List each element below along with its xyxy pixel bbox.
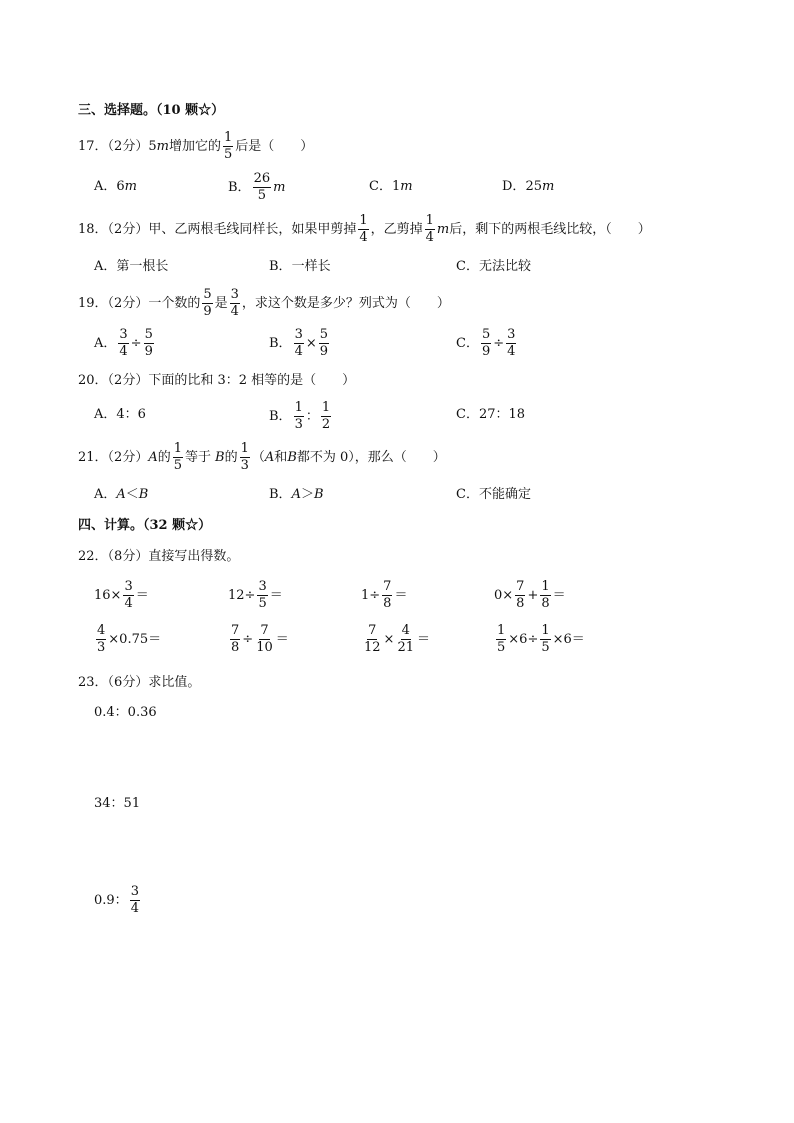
expression-7 [361,624,430,654]
option-label: D． [502,179,526,194]
fraction [294,401,304,431]
expr-text: 12÷ [228,587,256,603]
fraction [540,580,550,610]
variable-b: B [313,487,324,502]
option-value: 25 [525,179,542,194]
numerator: 7 [383,579,392,594]
fraction [363,624,382,654]
denominator: 4 [130,900,139,916]
numerator: 5 [319,327,329,342]
unit-m: m [124,179,137,194]
numerator: 1 [359,213,368,228]
denominator: 8 [231,639,240,655]
denominator: 9 [144,343,153,359]
numerator: 3 [294,327,303,342]
question-21 [78,442,446,472]
question-text: 的 [157,449,171,465]
question-17 [78,131,313,161]
question-number: 22．（8分） [78,549,149,564]
numerator: 1 [240,441,249,456]
operator: ： [305,408,319,424]
equals-sign: ＝ [552,587,566,603]
denominator: 4 [294,343,303,359]
denominator: 10 [256,639,273,655]
numerator: 3 [230,287,239,302]
question-18 [78,214,651,244]
expr-text: ×6÷ [508,631,539,647]
operator: × [305,335,317,351]
question-20 [78,374,355,387]
operator: ＜ [125,487,139,502]
equals-sign: ＝ [275,631,289,647]
unit-m: m [400,179,413,194]
operator: ＞ [300,487,314,502]
fraction [540,624,550,654]
option-label: A． [94,259,117,274]
numerator: 5 [203,287,212,302]
question-23 [78,676,200,689]
fraction [240,442,250,472]
question-text: 下面的比和 3：2 相等的是（ ） [148,373,356,388]
question-text: 直接写出得数。 [148,549,240,564]
option-21-a[interactable] [94,488,148,501]
option-label: B． [269,259,292,274]
option-label: C． [456,407,479,422]
fraction [319,328,329,358]
option-label: A． [94,487,117,502]
ratio-2: 34：51 [94,796,141,811]
variable-b: B [287,449,297,465]
option-label: C． [456,259,479,274]
numerator: 4 [401,623,410,638]
option-17-c[interactable] [369,180,413,193]
question-number: 20．（2分） [78,373,149,388]
fraction [118,328,128,358]
question-text: 增加它的 [168,138,221,154]
fraction [396,624,415,654]
numerator: 1 [321,400,331,415]
fraction [506,328,516,358]
ratio-1: 0.4：0.36 [94,705,157,720]
option-18-c[interactable] [456,260,531,273]
unit-m: m [541,179,555,194]
expr-text: ×6＝ [552,631,585,647]
fraction [257,580,267,610]
denominator: 4 [425,229,434,245]
numerator: 3 [130,884,139,899]
denominator: 4 [124,595,133,611]
numerator: 1 [294,400,303,415]
numerator: 7 [231,623,240,638]
option-label: C． [369,179,392,194]
numerator: 3 [119,327,128,342]
option-label: A． [94,179,117,194]
denominator: 9 [481,343,491,359]
question-text: 的 [224,449,238,465]
numerator: 1 [425,213,434,228]
fraction [425,214,435,244]
fraction [202,288,212,318]
section-title-choice: 三、选择题。（10 颗☆） [78,103,225,118]
denominator: 8 [516,595,525,611]
question-number: 21．（2分） [78,449,149,465]
operator: ÷ [130,335,142,351]
operator: + [527,587,539,603]
fraction [358,214,368,244]
unit-m: m [156,138,169,154]
variable-a: A [264,449,275,465]
question-text: 和 [274,449,288,465]
numerator: 7 [368,623,377,638]
option-text: 一样长 [291,259,331,274]
denominator: 5 [497,639,506,655]
question-text: ，乙剪掉 [370,221,423,237]
option-label: C． [456,335,479,351]
denominator: 8 [541,595,550,611]
option-text: 27：18 [478,407,526,422]
expression-2 [228,580,283,610]
expression-4 [494,580,566,610]
question-text: 后是（ ） [235,138,314,154]
option-20-c[interactable] [456,408,525,421]
expr-text: 1÷ [361,587,381,603]
numerator: 1 [497,623,506,638]
denominator: 5 [223,146,233,162]
equals-sign: ＝ [135,587,149,603]
numerator: 4 [97,623,106,638]
variable-a: A [291,487,301,502]
expression-1 [94,580,149,610]
variable-a: A [116,487,126,502]
denominator: 12 [364,639,381,655]
option-label: B． [269,335,292,351]
fraction [294,328,304,358]
denominator: 4 [119,343,128,359]
option-18-b[interactable] [269,260,331,273]
numerator: 3 [258,579,267,594]
option-17-a[interactable] [94,180,137,193]
option-label: C． [456,487,479,502]
option-label: A． [94,407,117,422]
question-text: 是 [214,295,228,311]
question-text: 求比值。 [148,675,201,690]
option-17-b[interactable] [228,172,285,202]
option-text: 无法比较 [478,259,531,274]
fraction [230,288,240,318]
question-text: 都不为 0），那么（ ） [296,449,446,465]
numerator: 1 [541,579,550,594]
numerator: 7 [516,579,525,594]
equals-sign: ＝ [269,587,283,603]
question-number: 18．（2分） [78,221,149,237]
fraction [223,131,233,161]
equals-sign: ＝ [417,631,431,647]
unit-m: m [436,221,450,237]
operator: ÷ [493,335,505,351]
fraction [96,624,106,654]
option-20-b[interactable] [269,401,333,431]
option-17-d[interactable] [502,180,554,193]
ratio-text: 0.9： [94,892,128,908]
option-21-c[interactable] [456,488,531,501]
numerator: 1 [173,441,183,456]
fraction [382,580,392,610]
fraction [253,172,272,202]
section-title-calculation: 四、计算。（32 颗☆） [78,518,212,533]
numerator: 1 [541,623,550,638]
fraction [496,624,506,654]
denominator: 2 [321,416,331,432]
variable-b: B [138,487,149,502]
variable-b: B [215,449,225,465]
denominator: 9 [203,303,212,319]
question-text: （ [251,449,265,465]
denominator: 8 [383,595,392,611]
expr-text: 16× [94,587,122,603]
denominator: 5 [541,639,550,655]
fraction [481,328,491,358]
question-text: 一个数的 [148,295,201,311]
option-label: B． [269,487,292,502]
question-text: 后，剩下的两根毛线比较，（ ） [449,221,651,237]
denominator: 5 [258,595,267,611]
option-20-a[interactable] [94,408,146,421]
option-label: B． [228,179,251,195]
question-22 [78,550,239,563]
denominator: 4 [230,303,239,319]
ratio-3 [94,885,142,915]
option-19-c[interactable] [456,328,518,358]
question-number: 23．（6分） [78,675,149,690]
denominator: 4 [359,229,368,245]
denominator: 4 [507,343,516,359]
numerator: 26 [253,171,271,186]
option-value: 6 [116,179,125,194]
fraction [321,401,331,431]
question-text: ，求这个数是多少？列式为（ ） [241,295,450,311]
expression-6 [228,624,289,654]
option-text: 第一根长 [116,259,169,274]
numerator: 1 [223,130,233,145]
expr-text: ×0.75＝ [108,631,162,647]
expression-3 [361,580,407,610]
question-text: 5 [148,138,157,154]
fraction [173,442,183,472]
option-text: 4：6 [116,407,146,422]
option-19-a[interactable] [94,328,156,358]
denominator: 3 [97,639,106,655]
numerator: 5 [481,327,491,342]
question-number: 19．（2分） [78,295,149,311]
fraction [255,624,274,654]
option-value: 1 [391,179,401,194]
operator: × [383,631,395,647]
option-19-b[interactable] [269,328,331,358]
denominator: 9 [319,343,329,359]
denominator: 21 [397,639,414,655]
equals-sign: ＝ [394,587,408,603]
unit-m: m [273,179,286,195]
question-number: 17．（2分） [78,138,149,154]
fraction [515,580,525,610]
numerator: 7 [260,623,269,638]
numerator: 3 [124,579,133,594]
question-text: 等于 [185,449,212,465]
fraction [123,580,133,610]
option-18-a[interactable] [94,260,168,273]
expression-8 [494,624,585,654]
numerator: 3 [507,327,516,342]
numerator: 5 [144,327,153,342]
option-text: 不能确定 [478,487,531,502]
fraction [144,328,154,358]
fraction [130,885,140,915]
variable-a: A [148,449,158,465]
question-text: 甲、乙两根毛线同样长，如果甲剪掉 [148,221,357,237]
option-label: A． [94,335,117,351]
operator: ÷ [242,631,254,647]
denominator: 3 [240,457,249,473]
option-label: B． [269,408,292,424]
fraction [230,624,240,654]
question-19 [78,288,450,318]
option-21-b[interactable] [269,488,324,501]
denominator: 5 [173,457,183,473]
denominator: 5 [257,187,266,203]
denominator: 3 [294,416,303,432]
expression-5 [94,624,161,654]
expr-text: 0× [494,587,514,603]
